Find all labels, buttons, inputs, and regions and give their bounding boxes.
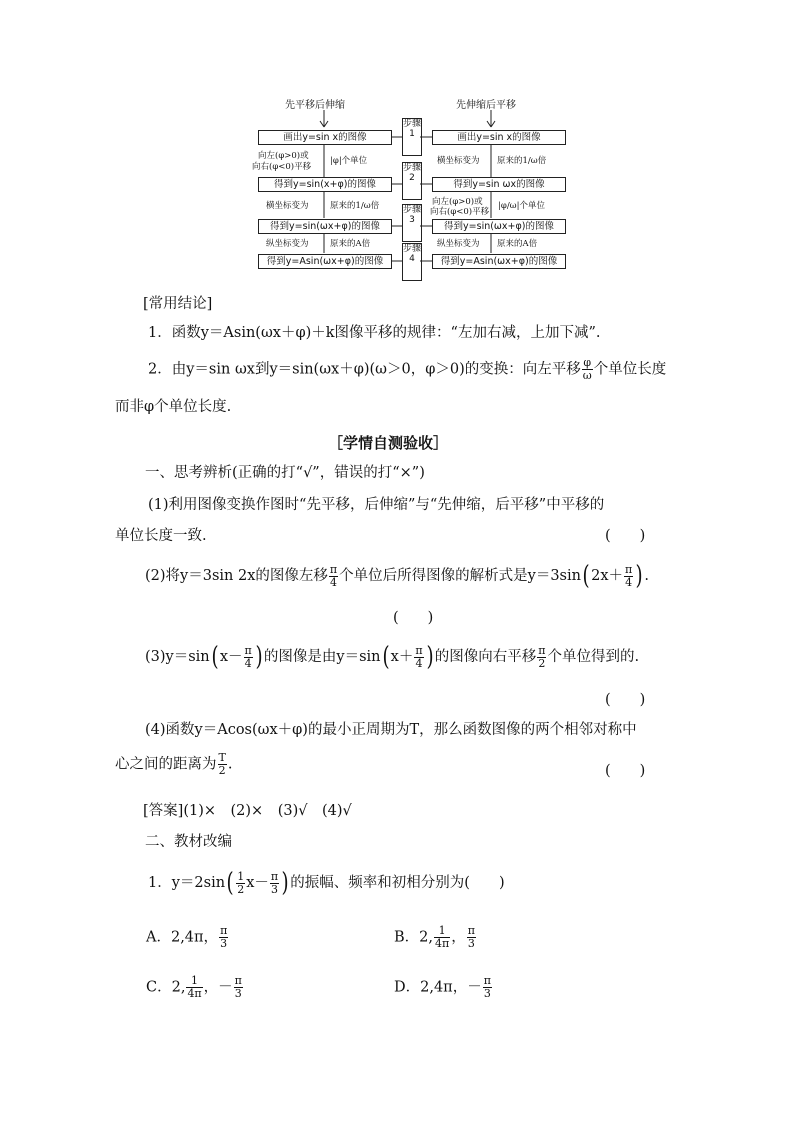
left-note-1c: |φ|个单位: [330, 156, 368, 166]
q1-line-2: 单位长度一致.: [115, 528, 207, 544]
common-item-2-text-b: 个单位长度: [593, 361, 667, 378]
option-c[interactable]: C．2, $\frac{1}{4\pi}$ ，－ $\frac{\pi}{3}$: [146, 974, 242, 1000]
common-item-2-tail: 而非φ个单位长度.: [115, 399, 232, 415]
answer-label: [答案]: [143, 803, 184, 819]
common-heading: [常用结论]: [143, 296, 213, 312]
section-title: ［学情自测验收］: [328, 434, 449, 452]
q4-line-1: (4)函数y＝Acos(ωx＋φ)的最小正周期为T，那么函数图像的两个相邻对称中: [145, 722, 637, 738]
q4-line-2: 心之间的距离为 $\frac{T}{2}$ .: [115, 751, 233, 777]
left-box-2: 得到y=sin(x+φ)的图像: [258, 177, 392, 192]
right-note-1a: 横坐标变为: [437, 156, 480, 166]
left-note-3b: 原来的A倍: [330, 239, 371, 249]
left-note-2a: 横坐标变为: [266, 201, 309, 211]
right-box-2: 得到y=sin ωx的图像: [432, 177, 566, 192]
step-4: 步骤4: [402, 243, 422, 281]
common-item-1: 1．函数y＝Asin(ωx＋φ)＋k图像平移的规律：“左加右减，上加下减”.: [148, 325, 601, 341]
right-note-3a: 纵坐标变为: [437, 239, 480, 249]
right-note-1b: 原来的1/ω倍: [497, 156, 547, 166]
right-note-2b: 向右(φ<0)平移: [430, 207, 490, 217]
step-1: 步骤1: [402, 118, 422, 156]
option-a[interactable]: A．2,4π， $\frac{\pi}{3}$: [146, 924, 228, 950]
fraction-phi-over-omega: $\frac{\varphi}{\omega}$: [582, 356, 592, 382]
left-note-3a: 纵坐标变为: [266, 239, 309, 249]
right-note-2a: 向左(φ>0)或: [432, 197, 483, 207]
step-3: 步骤3: [402, 204, 422, 242]
q2-line: (2)将y＝3sin 2x的图像左移 $\frac{\pi}{4}$ 个单位后所得图像的解析式是y＝3sin( 2x＋ $\frac{\pi}{4}$ ) .: [145, 561, 650, 591]
left-note-1b: 向右(φ<0)平移: [252, 162, 312, 172]
right-box-1: 画出y=sin x的图像: [432, 130, 566, 145]
right-box-4: 得到y=Asin(ωx+φ)的图像: [432, 254, 566, 269]
left-box-1: 画出y=sin x的图像: [258, 130, 392, 145]
left-header: 先平移后伸缩: [285, 100, 345, 111]
q2-blank[interactable]: ( ): [393, 610, 434, 626]
answer-line: [143, 800, 352, 822]
part1-heading: 一、思考辨析(正确的打“√”，错误的打“×”): [145, 465, 425, 481]
answer-text: (1)× (2)× (3)√ (4)√: [183, 803, 352, 819]
left-box-3: 得到y=sin(ωx+φ)的图像: [258, 219, 392, 234]
part2-heading: 二、教材改编: [145, 834, 232, 850]
right-header: 先伸缩后平移: [456, 100, 516, 111]
option-b[interactable]: B．2, $\frac{1}{4\pi}$ ， $\frac{\pi}{3}$: [394, 924, 475, 950]
q3-blank[interactable]: ( ): [605, 692, 646, 708]
diagram-arrows: [0, 0, 794, 300]
common-item-2-text-a: 2．由y＝sin ωx到y＝sin(ωx＋φ)(ω＞0，φ＞0)的变换：向左平移: [148, 361, 581, 378]
right-note-2c: |φ/ω|个单位: [498, 201, 545, 211]
left-note-1a: 向左(φ>0)或: [258, 151, 309, 161]
q1-line-1: (1)利用图像变换作图时“先平移，后伸缩”与“先伸缩，后平移”中平移的: [148, 497, 605, 513]
q3-line: (3)y＝sin( x－ $\frac{\pi}{4}$ ) 的图像是由y＝sin( x＋ $\frac{\pi}{4}$ ) 的图像向右平移 $\frac{\pi}{2}$ 个单位得到的.: [145, 642, 640, 672]
left-note-2b: 原来的1/ω倍: [330, 201, 380, 211]
common-item-2: [148, 357, 666, 382]
q4-blank[interactable]: ( ): [605, 763, 646, 779]
step-2: 步骤2: [402, 162, 422, 200]
option-d[interactable]: D．2,4π，－ $\frac{\pi}{3}$: [394, 974, 491, 1000]
p2-q1-line: 1．y＝2sin( $\frac{1}{2}$ x－ $\frac{\pi}{3}$ ) 的振幅、频率和初相分别为( ): [148, 868, 505, 898]
right-note-3b: 原来的A倍: [497, 239, 538, 249]
right-box-3: 得到y=sin(ωx+φ)的图像: [432, 219, 566, 234]
q1-blank[interactable]: ( ): [605, 528, 646, 544]
left-box-4: 得到y=Asin(ωx+φ)的图像: [258, 254, 392, 269]
